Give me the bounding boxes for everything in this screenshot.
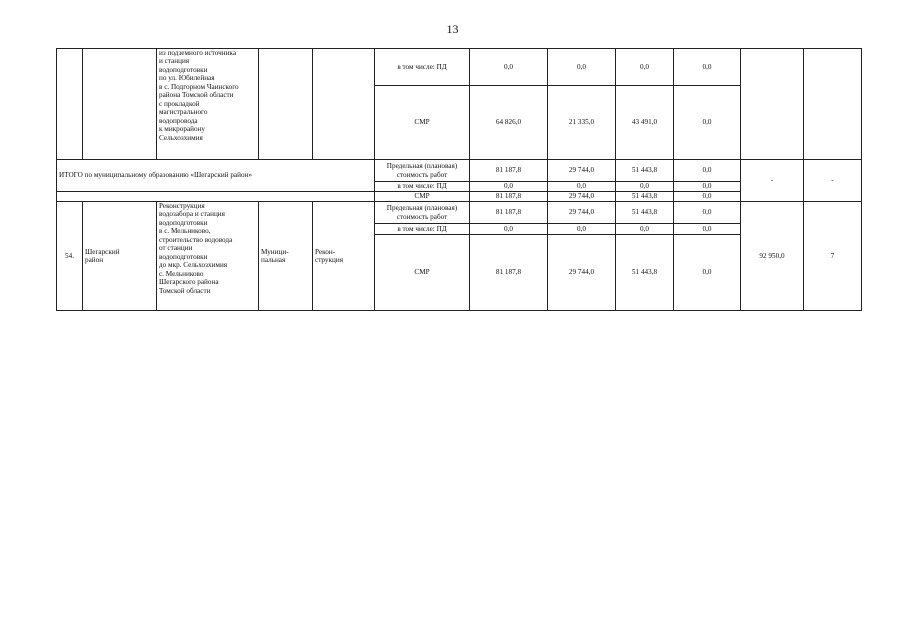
cell-ownership xyxy=(259,49,313,160)
cell-num: 54. xyxy=(57,202,83,311)
cell-cost-label: Предельная (плановая) стоимость работ xyxy=(375,160,470,182)
cell-year3: 0,0 xyxy=(674,192,741,202)
cell-cost-label: Предельная (плановая) стоимость работ xyxy=(375,202,470,224)
cell-empty xyxy=(57,192,375,202)
cell-total: 81 187,8 xyxy=(470,160,548,182)
cell-work-type xyxy=(313,49,375,160)
cell-total: 0,0 xyxy=(470,182,548,192)
itogo-label: ИТОГО по муниципальному образованию «Шегарский район» xyxy=(57,160,375,192)
cell-year3: 0,0 xyxy=(674,202,741,224)
cell-year3: 0,0 xyxy=(674,160,741,182)
cell-object: Реконструкция водозабора и станция водоподготовки в с. Мельниково, строительство водовода от станции водоподготовки до мкр. Сельхозхимия с. Мельниково Шегарского района Томской области xyxy=(157,202,259,311)
cell-year-commission: - xyxy=(804,160,862,202)
cell-total: 81 187,8 xyxy=(470,202,548,224)
cell-object: из подземного источника и станция водоподготовки по ул. Юбилейная в с. Подгорном Чаинского района Томской области с прокладкой магистрального водопровода к микрорайону Сельхозхимия xyxy=(157,49,259,160)
cell-year1: 0,0 xyxy=(548,224,616,235)
cell-district: Шегарский район xyxy=(83,202,157,311)
cell-power: - xyxy=(741,160,804,202)
cell-work-type: Рекон- струкция xyxy=(313,202,375,311)
cell-year3: 0,0 xyxy=(674,182,741,192)
cell-total: 81 187,8 xyxy=(470,235,548,311)
cell-year2: 0,0 xyxy=(616,224,674,235)
cell-year3: 0,0 xyxy=(674,224,741,235)
cell-total: 64 826,0 xyxy=(470,86,548,160)
cell-cost-label: в том числе: ПД xyxy=(375,49,470,86)
table-row xyxy=(57,202,862,224)
cell-year2: 51 443,8 xyxy=(616,202,674,224)
cell-cost-label: СМР xyxy=(375,192,470,202)
cell-year1: 29 744,0 xyxy=(548,192,616,202)
cell-year3: 0,0 xyxy=(674,49,741,86)
cell-year1: 29 744,0 xyxy=(548,202,616,224)
cell-year-commission xyxy=(804,49,862,160)
cell-total: 0,0 xyxy=(470,49,548,86)
cell-year2: 51 443,8 xyxy=(616,160,674,182)
cell-year2: 0,0 xyxy=(616,182,674,192)
cell-year1: 29 744,0 xyxy=(548,160,616,182)
page-number: 13 xyxy=(446,22,459,36)
cell-district xyxy=(83,49,157,160)
cell-total: 0,0 xyxy=(470,224,548,235)
cell-year2: 43 491,0 xyxy=(616,86,674,160)
cell-cost-label: СМР xyxy=(375,235,470,311)
cell-year2: 51 443,8 xyxy=(616,192,674,202)
cell-cost-label: в том числе: ПД xyxy=(375,224,470,235)
cell-year1: 0,0 xyxy=(548,182,616,192)
cell-power: 92 950,0 xyxy=(741,202,804,311)
cell-num xyxy=(57,49,83,160)
cell-year2: 51 443,8 xyxy=(616,235,674,311)
cell-year2: 0,0 xyxy=(616,49,674,86)
cell-cost-label: СМР xyxy=(375,86,470,160)
table-row xyxy=(57,49,862,86)
cell-year1: 0,0 xyxy=(548,49,616,86)
table-row xyxy=(57,160,862,182)
cell-year1: 29 744,0 xyxy=(548,235,616,311)
cell-power xyxy=(741,49,804,160)
cell-year3: 0,0 xyxy=(674,86,741,160)
cell-total: 81 187,8 xyxy=(470,192,548,202)
cell-year3: 0,0 xyxy=(674,235,741,311)
cell-year-commission: 7 xyxy=(804,202,862,311)
cell-year1: 21 335,0 xyxy=(548,86,616,160)
cell-cost-label: в том числе: ПД xyxy=(375,182,470,192)
cell-ownership: Муници- пальная xyxy=(259,202,313,311)
investment-table xyxy=(56,48,862,311)
